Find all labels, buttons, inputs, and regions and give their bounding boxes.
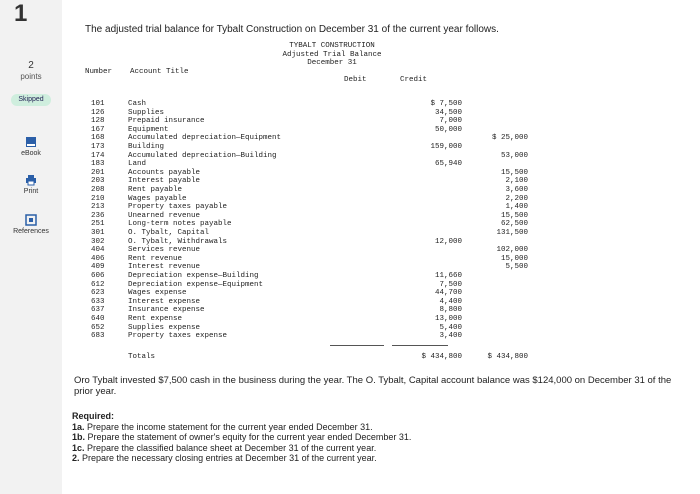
table-row [82, 211, 528, 221]
question-number: 1 [14, 0, 28, 27]
credit-amount: 15,500 [500, 211, 528, 220]
required-item-tag: 1c. [72, 442, 85, 453]
account-title: Prepaid insurance [128, 117, 205, 126]
credit-amount: 15,000 [500, 254, 528, 263]
account-title: Interest expense [128, 297, 201, 306]
credit-amount: 2,100 [505, 177, 528, 186]
print-label: Print [23, 188, 39, 195]
account-title: Long-term notes payable [128, 220, 232, 229]
account-number: 640 [91, 315, 105, 323]
account-title: Property taxes expense [128, 332, 228, 341]
account-title: Equipment [128, 125, 169, 134]
account-title: Property taxes payable [128, 203, 228, 212]
table-row [82, 100, 462, 109]
account-number: 612 [91, 280, 105, 289]
table-row [82, 125, 462, 135]
required-item-text: Prepare the classified balance sheet at December 31 of the current year. [87, 442, 377, 453]
account-title: Services revenue [128, 246, 201, 255]
table-row [82, 134, 528, 143]
table-row [82, 203, 528, 212]
credit-total-underline [392, 345, 448, 346]
account-number: 301 [91, 229, 105, 237]
credit-amount: $ 25,000 [491, 134, 528, 143]
debit-amount: 159,000 [430, 143, 462, 151]
debit-amount: 44,700 [434, 289, 462, 298]
account-number: 168 [91, 134, 105, 143]
table-row [82, 272, 462, 281]
account-number: 183 [91, 160, 105, 169]
account-number: 683 [91, 332, 105, 341]
header-debit: Debit [344, 76, 367, 84]
table-row [82, 194, 528, 204]
table-row [82, 254, 528, 264]
table-row [82, 117, 462, 126]
account-number: 251 [91, 220, 105, 229]
totals-debit: $ 434,800 [421, 353, 462, 361]
book-icon [25, 136, 37, 148]
credit-amount: 1,400 [505, 203, 528, 212]
required-item-text: Prepare the statement of owner's equity for the current year ended December 31. [87, 432, 412, 442]
debit-amount: 3,400 [439, 332, 462, 341]
required-item-text: Prepare the income statement for the current year ended December 31. [87, 421, 373, 432]
table-row [82, 263, 528, 272]
credit-amount: 102,000 [496, 246, 528, 255]
required-list [72, 422, 411, 464]
table-row [82, 229, 528, 238]
note-text: Oro Tybalt invested $7,500 cash in the business during the year. The O. Tybalt, Capital account balance was $124,000 on December 31 of the prior year. [74, 375, 672, 397]
debit-amount: 7,000 [439, 117, 462, 126]
account-title: Insurance expense [128, 306, 205, 315]
credit-amount: 62,500 [500, 220, 528, 229]
required-item-tag: 2. [72, 453, 80, 463]
report-name: Adjusted Trial Balance [282, 50, 382, 59]
header-credit: Credit [400, 76, 428, 84]
points-label: points [20, 72, 42, 81]
debit-amount: 4,400 [439, 297, 462, 306]
debit-amount: 5,400 [439, 323, 462, 332]
trial-balance-image [82, 40, 528, 370]
account-title: Rent payable [128, 186, 183, 194]
table-row [82, 246, 528, 255]
account-number: 652 [91, 323, 105, 332]
debit-amount: 7,500 [439, 280, 462, 289]
account-number: 404 [91, 246, 105, 255]
table-row [82, 289, 462, 298]
table-row [82, 160, 462, 169]
header-account-title: Account Title [130, 68, 189, 76]
required-item-text: Prepare the necessary closing entries at December 31 of the current year. [82, 453, 377, 463]
debit-total-underline [330, 345, 384, 346]
account-title: Building [128, 143, 165, 151]
required-item-tag: 1b. [72, 432, 86, 442]
account-title: Accumulated depreciation—Equipment [128, 134, 282, 143]
table-row [82, 177, 528, 186]
trial-balance-title [212, 42, 452, 68]
account-number: 637 [91, 306, 105, 315]
account-title: Wages expense [128, 289, 187, 298]
account-title: Unearned revenue [128, 211, 201, 220]
table-row [82, 306, 462, 315]
table-row [82, 186, 528, 195]
intro-text: The adjusted trial balance for Tybalt Construction on December 31 of the current year follows. [85, 24, 499, 35]
table-row [82, 323, 462, 333]
points-value: 2 [28, 60, 34, 71]
table-row [82, 315, 462, 324]
required-item [72, 432, 411, 443]
account-number: 409 [91, 263, 105, 272]
debit-amount: 34,500 [434, 108, 462, 117]
references-label: References [13, 228, 49, 235]
printer-icon [25, 174, 37, 186]
debit-amount: 65,940 [434, 160, 462, 169]
account-number: 101 [91, 100, 105, 108]
totals-credit: $ 434,800 [487, 353, 528, 361]
account-title: Land [128, 160, 147, 169]
table-row [82, 220, 528, 229]
table-row [82, 143, 462, 152]
account-title: Wages payable [128, 194, 187, 203]
account-number: 623 [91, 289, 105, 298]
account-number: 203 [91, 177, 105, 186]
credit-amount: 5,500 [505, 263, 528, 272]
table-row [82, 168, 528, 178]
account-number: 606 [91, 272, 105, 280]
account-title: O. Tybalt, Capital [128, 229, 210, 237]
report-date: December 31 [307, 59, 357, 67]
account-number: 201 [91, 168, 105, 177]
references-button[interactable] [0, 214, 62, 235]
credit-amount: 131,500 [496, 229, 528, 237]
credit-amount: 15,500 [500, 168, 528, 177]
account-title: O. Tybalt, Withdrawals [128, 237, 228, 246]
required-item [72, 443, 411, 454]
credit-amount: 3,600 [505, 186, 528, 194]
status-badge: Skipped [11, 94, 51, 106]
required-heading: Required: [72, 411, 115, 421]
company-name: TYBALT CONSTRUCTION [289, 42, 375, 50]
required-item [72, 453, 411, 464]
account-title: Rent revenue [128, 254, 183, 263]
references-icon [25, 214, 37, 226]
account-title: Supplies [128, 108, 165, 117]
account-number: 208 [91, 186, 105, 194]
table-row [82, 280, 462, 290]
required-item [72, 422, 411, 433]
account-number: 174 [91, 151, 105, 160]
totals-label: Totals [128, 353, 156, 361]
debit-amount: 50,000 [434, 125, 462, 134]
account-number: 406 [91, 254, 105, 263]
account-number: 128 [91, 117, 105, 126]
account-title: Accumulated depreciation—Building [128, 151, 277, 160]
print-button[interactable] [0, 174, 62, 195]
account-number: 126 [91, 108, 105, 117]
table-row [82, 332, 462, 341]
account-number: 633 [91, 297, 105, 306]
account-title: Interest payable [128, 177, 201, 186]
header-number: Number [85, 68, 113, 76]
debit-amount: 12,000 [434, 237, 462, 246]
account-number: 302 [91, 237, 105, 246]
ebook-button[interactable] [0, 136, 62, 157]
account-number: 213 [91, 203, 105, 212]
debit-amount: 11,660 [434, 272, 462, 280]
question-sidebar [0, 0, 62, 494]
account-title: Accounts payable [128, 168, 201, 177]
table-row [82, 151, 528, 161]
table-row [82, 297, 462, 307]
account-title: Depreciation expense—Building [128, 272, 259, 280]
debit-amount: $ 7,500 [430, 100, 462, 108]
credit-amount: 53,000 [500, 151, 528, 160]
account-number: 210 [91, 194, 105, 203]
account-title: Cash [128, 100, 147, 108]
account-title: Depreciation expense—Equipment [128, 280, 264, 289]
ebook-label: eBook [21, 150, 41, 157]
account-number: 167 [91, 125, 105, 134]
account-title: Supplies expense [128, 323, 201, 332]
debit-amount: 8,800 [439, 306, 462, 315]
table-row [82, 237, 462, 247]
credit-amount: 2,200 [505, 194, 528, 203]
account-title: Rent expense [128, 315, 183, 323]
debit-amount: 13,000 [434, 315, 462, 323]
required-item-tag: 1a. [72, 421, 85, 432]
totals-row [82, 353, 528, 362]
account-number: 173 [91, 143, 105, 151]
account-title: Interest revenue [128, 263, 201, 272]
table-row [82, 108, 462, 118]
account-number: 236 [91, 211, 105, 220]
required-section [72, 411, 411, 464]
